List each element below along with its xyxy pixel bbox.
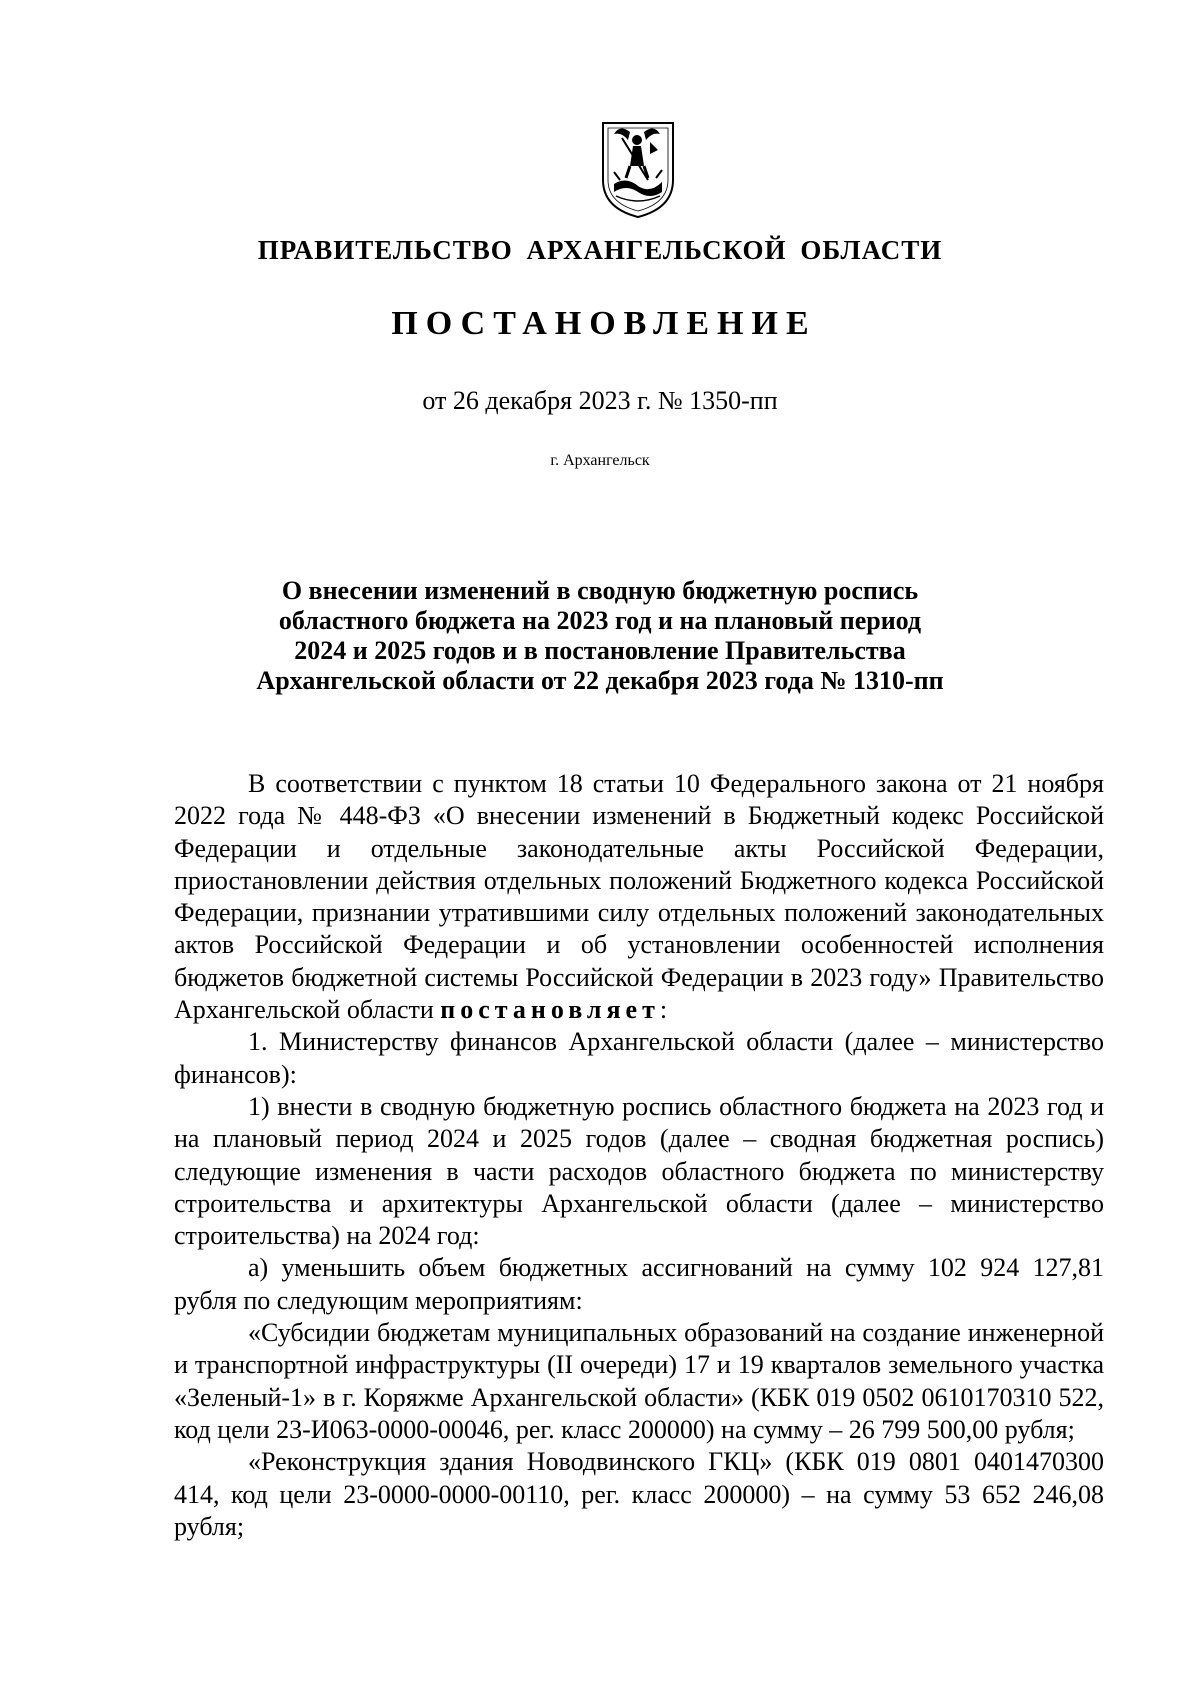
body-paragraph: «Субсидии бюджетам муниципальных образований на создание инженерной и транспортной инфраструктуры (II очереди) 17 и 19 кварталов земельного участка «Зеленый-1» в г. Коряжме Архангельской области» (КБК 019 0502 0610170310 522, код цели 23-И063-0000-00046, рег. класс 200000) на сумму – 26 799 500,00 рубля; — [174, 1318, 1104, 1444]
subject-line: О внесении изменений в сводную бюджетную роспись — [281, 576, 919, 605]
resolves-colon: : — [659, 995, 668, 1025]
document-body — [174, 768, 1104, 1543]
body-paragraph: «Реконструкция здания Новодвинского ГКЦ» (КБК 019 0801 0401470300 414, код цели 23-0000-0000-00110, рег. класс 200000) – на сумму 53 652 246,08 рубля; — [174, 1447, 1104, 1541]
document-subject — [0, 576, 1200, 696]
preamble-text: В соответствии с пунктом 18 статьи 10 Федерального закона от 21 ноября 2022 года № 448-ФЗ «О внесении изменений в Бюджетный кодекс Российской Федерации и отдельные законодательные акты Российской Федерации, приостановлении действия отдельных положений Бюджетного кодекса Российской Федерации, признании утратившими силу отдельных положений законодательных актов Российской Федерации и об установлении особенностей исполнения бюджетов бюджетной системы Российской Федерации в 2023 году» Правительство Архангельской области — [174, 769, 1104, 1025]
document-type: ПОСТАНОВЛЕНИЕ — [391, 305, 817, 342]
subject-line: Архангельской области от 22 декабря 2023 года № 1310-пп — [256, 666, 944, 695]
organization-title: ПРАВИТЕЛЬСТВО АРХАНГЕЛЬСКОЙ ОБЛАСТИ — [257, 235, 943, 265]
coat-of-arms-icon — [600, 120, 676, 220]
subject-line: областного бюджета на 2023 год и на плановый период — [278, 606, 922, 635]
body-paragraph: 1. Министерству финансов Архангельской области (далее – министерство финансов): — [174, 1027, 1104, 1089]
body-paragraph: а) уменьшить объем бюджетных ассигнований на сумму 102 924 127,81 рубля по следующим мероприятиям: — [174, 1253, 1104, 1315]
body-paragraph: 1) внести в сводную бюджетную роспись областного бюджета на 2023 год и на плановый период 2024 и 2025 годов (далее – сводная бюджетная роспись) следующие изменения в части расходов областного бюджета по министерству строительства и архитектуры Архангельской области (далее – министерство строительства) на 2024 год: — [174, 1091, 1104, 1251]
preamble-paragraph — [174, 768, 1104, 1026]
document-city: г. Архангельск — [550, 452, 650, 469]
subject-line: 2024 и 2025 годов и в постановление Правительства — [294, 636, 906, 665]
document-date-number: от 26 декабря 2023 г. № 1350-пп — [422, 386, 778, 415]
resolves-word: постановляет — [440, 995, 660, 1025]
